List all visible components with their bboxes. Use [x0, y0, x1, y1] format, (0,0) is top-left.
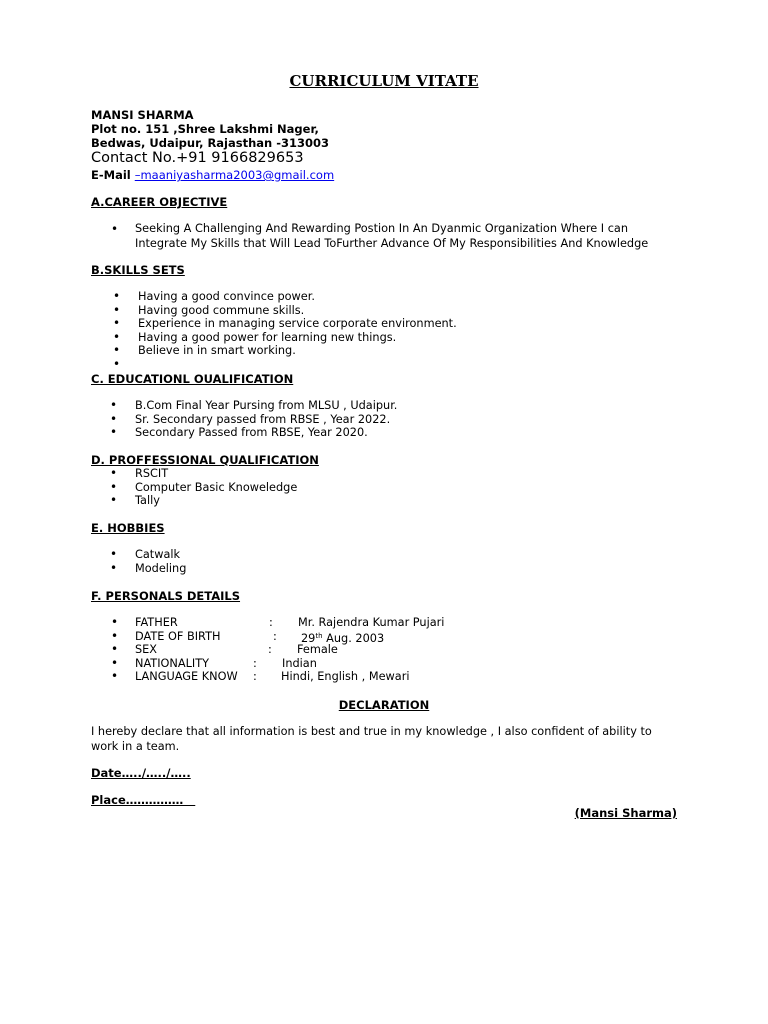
list-item: • RSCIT: [135, 467, 297, 481]
document-title: CURRICULUM VITATE: [289, 72, 479, 90]
row-colon: :: [253, 670, 257, 684]
row-label: • DATE OF BIRTH: [135, 629, 221, 643]
row-value: Hindi, English , Mewari: [281, 670, 410, 684]
list-item: • Modeling: [135, 562, 186, 576]
education-heading: C. EDUCATIONL OUALIFICATION: [91, 372, 294, 386]
row-value: Female: [297, 643, 338, 657]
personal-row-language: [135, 670, 635, 684]
row-label: • SEX: [135, 643, 158, 657]
personal-row-dob: [135, 630, 635, 644]
personal-row-sex: [135, 643, 635, 657]
place-line: Place……………: [91, 793, 196, 807]
row-value: Mr. Rajendra Kumar Pujari: [298, 616, 445, 629]
skills-list: [138, 290, 457, 372]
list-item: • Sr. Secondary passed from RBSE , Year 2022.: [135, 413, 397, 427]
date-line: Date…../…../…..: [91, 766, 191, 780]
list-item: • Having a good convince power.: [138, 290, 457, 304]
personal-row-nationality: [135, 657, 635, 671]
candidate-name: MANSI SHARMA: [91, 108, 194, 122]
professional-list: [135, 467, 297, 508]
career-objective-heading: A.CAREER OBJECTIVE: [91, 195, 228, 209]
career-objective-text: [135, 222, 695, 251]
list-item: • Computer Basic Knoweledge: [135, 481, 297, 495]
personal-details-heading: F. PERSONALS DETAILS: [91, 589, 241, 603]
row-colon: :: [273, 629, 277, 643]
career-objective-line-2: Integrate My Skills that Will Lead ToFurther Advance Of My Responsibilities And Knowledge: [135, 236, 649, 250]
professional-heading: D. PROFFESSIONAL QUALIFICATION: [91, 453, 319, 467]
dob-day: 29: [301, 631, 316, 645]
list-item: • Having a good power for learning new things.: [138, 331, 457, 345]
skills-heading: B.SKILLS SETS: [91, 263, 185, 277]
row-label: • NATIONALITY: [135, 656, 210, 670]
education-list: [135, 399, 397, 440]
email-link[interactable]: –maaniyasharma2003@gmail.com: [134, 168, 335, 182]
list-item: • Secondary Passed from RBSE, Year 2020.: [135, 426, 397, 440]
row-colon: :: [253, 656, 257, 670]
address-line-2: Bedwas, Udaipur, Rajasthan -313003: [91, 136, 330, 150]
row-value: Indian: [282, 656, 317, 670]
email-label: E-Mail: [91, 168, 135, 182]
hobbies-list: [135, 548, 186, 575]
dob-month-year: Aug. 2003: [322, 631, 385, 645]
contact-number: Contact No.+91 9166829653: [91, 150, 304, 166]
address-line-1: Plot no. 151 ,Shree Lakshmi Nager,: [91, 122, 319, 136]
row-label: • FATHER: [135, 616, 178, 629]
list-item: • Believe in in smart working.: [138, 344, 457, 358]
email-line: [91, 168, 334, 182]
list-item: • B.Com Final Year Pursing from MLSU , Udaipur.: [135, 399, 397, 413]
row-colon: :: [268, 643, 272, 657]
row-label: • LANGUAGE KNOW: [135, 670, 238, 684]
list-item: • Catwalk: [135, 548, 186, 562]
list-item: • Having good commune skills.: [138, 304, 457, 318]
row-colon: :: [269, 616, 273, 629]
declaration-heading: DECLARATION: [338, 698, 430, 712]
hobbies-heading: E. HOBBIES: [91, 521, 165, 535]
list-item: [138, 358, 457, 372]
dob-day-suffix: th: [315, 631, 323, 640]
list-item: • Experience in managing service corporate environment.: [138, 317, 457, 331]
personal-row-father: [135, 616, 635, 630]
list-item: • Tally: [135, 494, 297, 508]
career-objective-line-1: • Seeking A Challenging And Rewarding Postion In An Dyanmic Organization Where I can: [135, 222, 629, 235]
signature: (Mansi Sharma): [574, 806, 677, 820]
declaration-text: I hereby declare that all information is best and true in my knowledge , I also confident of ability to work in a team.: [91, 725, 652, 753]
personal-details-table: [135, 616, 635, 684]
